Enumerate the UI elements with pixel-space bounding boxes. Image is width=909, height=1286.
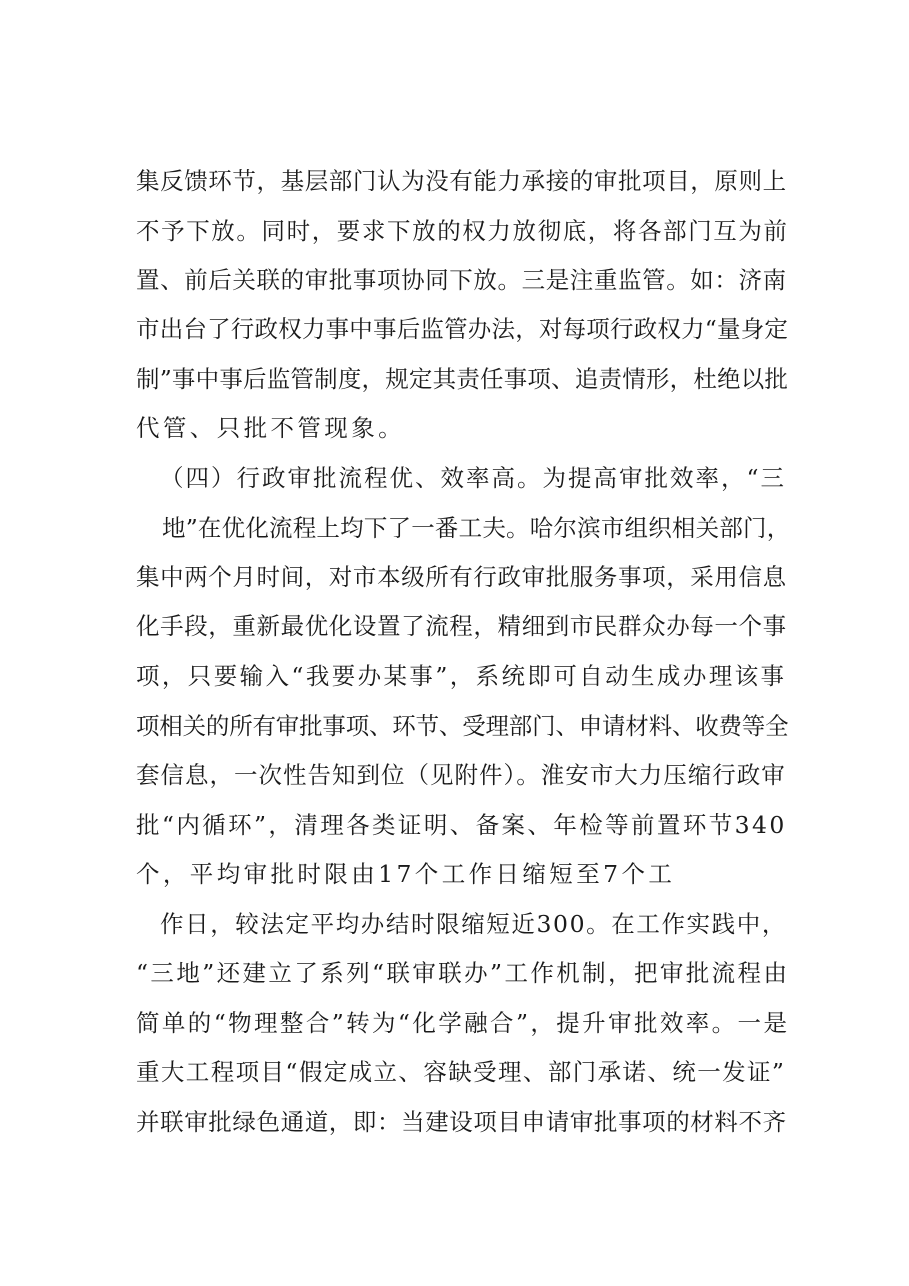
text-line-9: 集中两个月时间，对市本级所有行政审批服务事项，采用信息 xyxy=(136,563,787,591)
text-line-12: 项相关的所有审批事项、环节、受理部门、申请材料、收费等全 xyxy=(136,712,789,740)
text-line-19: 重大工程项目“假定成立、容缺受理、部门承诺、统一发证” xyxy=(136,1058,786,1086)
text-line-11: 项，只要输入“我要办某事”，系统即可自动生成办理该事 xyxy=(136,662,787,690)
text-line-13: 套信息，一次性告知到位（见附件）。淮安市大力压缩行政审 xyxy=(136,761,786,789)
text-line-14: 批“内循环”，清理各类证明、备案、年检等前置环节340 xyxy=(136,811,787,839)
text-line-15: 个，平均审批时限由17个工作日缩短至7个工 xyxy=(136,860,676,888)
text-line-17: “三地”还建立了系列“联审联办”工作机制，把审批流程由 xyxy=(136,959,790,987)
text-line-4: 市出台了行政权力事中事后监管办法，对每项行政权力“量身定 xyxy=(136,315,789,343)
text-line-16: 作日，较法定平均办结时限缩短近300。在工作实践中， xyxy=(160,910,787,938)
text-line-6: 代管、只批不管现象。 xyxy=(136,414,405,442)
text-line-8: 地”在优化流程上均下了一番工夫。哈尔滨市组织相关部门， xyxy=(162,514,791,542)
text-line-18: 简单的“物理整合”转为“化学融合”，提升审批效率。一是 xyxy=(136,1009,790,1037)
text-line-2: 不予下放。同时，要求下放的权力放彻底，将各部门互为前 xyxy=(136,217,789,245)
text-line-3: 置、前后关联的审批事项协同下放。三是注重监管。如：济南 xyxy=(136,266,787,294)
text-line-5: 制”事中事后监管制度，规定其责任事项、追责情形，杜绝以批 xyxy=(136,365,789,393)
text-line-10: 化手段，重新最优化设置了流程，精细到市民群众办每一个事 xyxy=(136,612,787,640)
text-line-20: 并联审批绿色通道，即：当建设项目申请审批事项的材料不齐 xyxy=(136,1108,787,1136)
text-line-1: 集反馈环节，基层部门认为没有能力承接的审批项目，原则上 xyxy=(136,167,787,195)
text-line-7: （四）行政审批流程优、效率高。为提高审批效率，“三 xyxy=(160,464,787,492)
